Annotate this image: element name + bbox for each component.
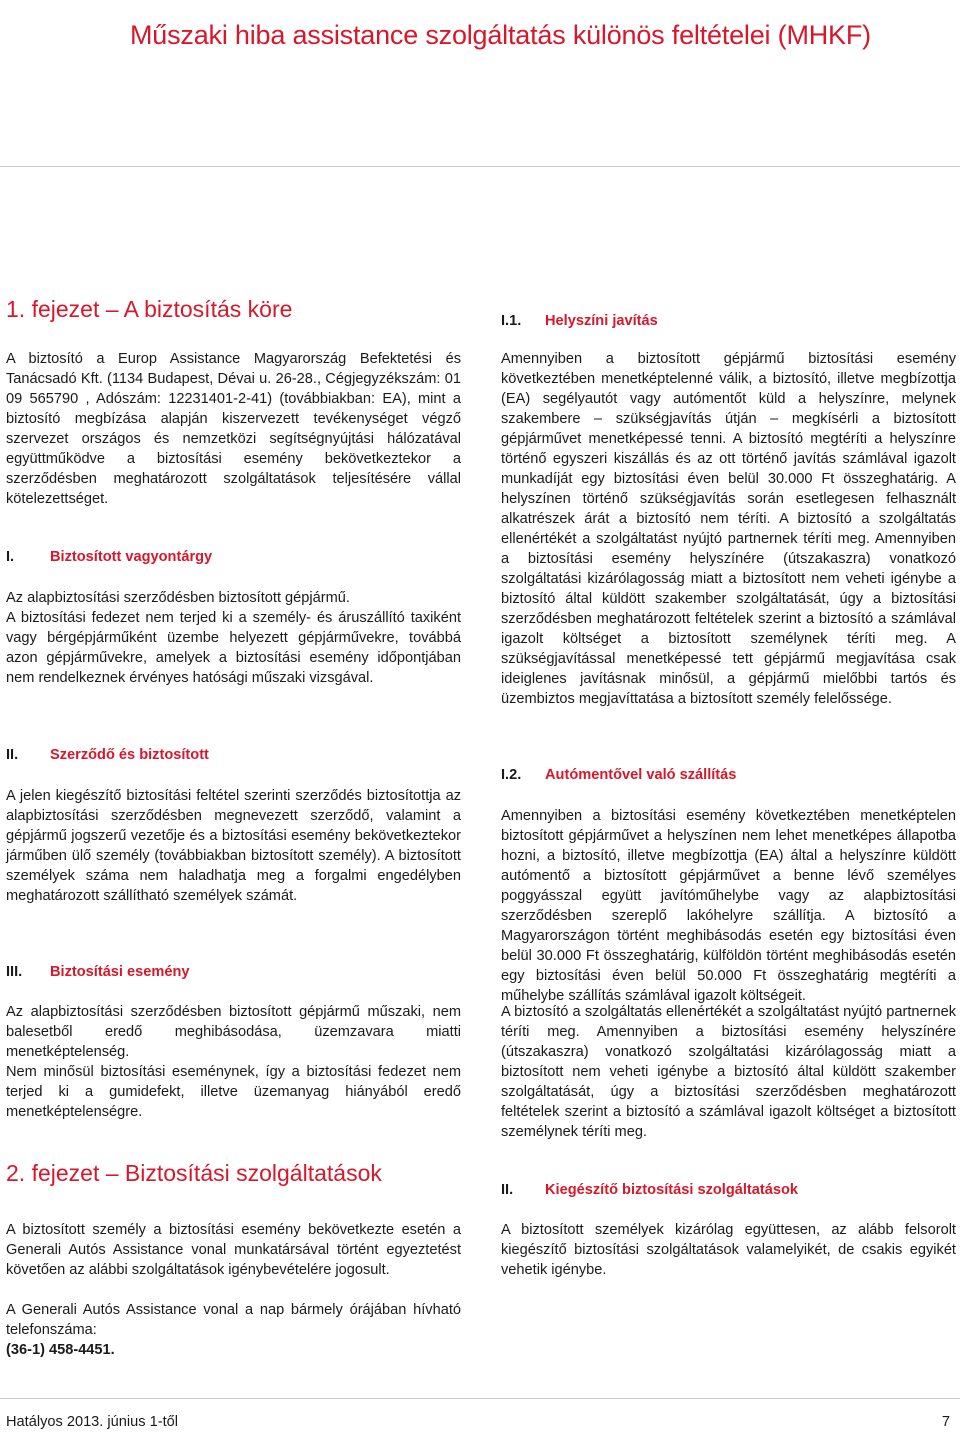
header-divider — [0, 166, 960, 167]
section-3-paragraph-2: Nem minősül biztosítási eseménynek, így a biztosítási fedezet nem terjed ki a gumidefekt, illetve üzemanyag hiányából eredő menetképtelenségre. — [6, 1064, 461, 1120]
section-number: I.1. — [501, 313, 522, 329]
chapter-2-heading: 2. fejezet – Biztosítási szolgáltatások — [6, 1160, 382, 1186]
section-number: I.2. — [501, 767, 522, 783]
section-title: Autómentővel való szállítás — [545, 767, 737, 783]
section-title: Biztosított vagyontárgy — [50, 549, 213, 565]
page-number: 7 — [941, 1414, 950, 1430]
assistance-phone-number: (36-1) 458-4451. — [6, 1342, 115, 1358]
section-i2-paragraph-1: Amennyiben a biztosítási esemény következtében menetképtelen biztosított gépjárművet a helyszínen nem lehet menetképes állapotba hozni, a biztosító, illetve megbízottja (EA) által a helyszínre küldött autómentő a biztosított gépjárművet a benne lévő személyes poggyásszal együtt javítóműhelybe vagy az alapbiztosítási szerződésben szereplő lakóhelyre szállítja. A biztosító a Magyarországon történt meghibásodás esetén egy biztosítási éven belül 30.000 Ft összeghatárig, külföldön történt meghibásodás esetén egy biztosítási éven belül 50.000 Ft összeghatárig megtéríti a műhelybe szállítás számlával igazolt költségeit. — [501, 808, 956, 1004]
section-2-heading — [6, 745, 209, 765]
intro-paragraph: A biztosító a Europ Assistance Magyarország Befektetési és Tanácsadó Kft. (1134 Budapest, Dévai u. 26-28., Cégjegyzékszám: 01 09 565790 , Adószám: 12231401-2-41) (továbbiakban: EA), mint a biztosító megbízása alapján kiszervezett tevékenységet végző szervezet országos és nemzetközi segítségnyújtási hálózatával együttműködve a biztosítási esemény bekövetkeztekor a szerződésben meghatározott szolgáltatások teljesítésére vállal kötelezettséget. — [6, 351, 461, 507]
chapter-2-paragraph-2: A Generali Autós Assistance vonal a nap bármely órájában hívható telefonszáma: — [6, 1302, 461, 1338]
section-title: Kiegészítő biztosítási szolgáltatások — [545, 1182, 799, 1198]
section-number: III. — [6, 964, 23, 980]
section-1-heading — [6, 547, 212, 567]
section-title: Szerződő és biztosított — [50, 747, 209, 763]
section-1-paragraph-1: Az alapbiztosítási szerződésben biztosított gépjármű. — [6, 590, 350, 606]
section-number: II. — [501, 1182, 514, 1198]
section-title: Helyszíni javítás — [545, 313, 658, 329]
section-1-paragraph-2: A biztosítási fedezet nem terjed ki a személy- és áruszállító taxiként vagy bérgépjárműként üzembe helyezett gépjárművekre, továbbá azon gépjárművekre, amelyek a biztosítási esemény időpontjában nem rendelkeznek érvényes hatósági műszaki vizsgával. — [6, 610, 461, 686]
section-i2-heading — [501, 765, 736, 785]
effective-date: Hatályos 2013. június 1-től — [6, 1414, 178, 1430]
section-3-paragraph-1: Az alapbiztosítási szerződésben biztosított gépjármű műszaki, nem balesetből eredő meghibásodása, üzemzavara miatti menetképtelenség. — [6, 1004, 461, 1060]
section-ii-paragraph: A biztosított személyek kizárólag együttesen, az alább felsorolt kiegészítő biztosítási szolgáltatások valamelyikét, de csakis egyikét vehetik igénybe. — [501, 1222, 956, 1278]
document-title: Műszaki hiba assistance szolgáltatás különös feltételei (MHKF) — [130, 20, 871, 50]
chapter-2-paragraph-1: A biztosított személy a biztosítási esemény bekövetkezte esetén a Generali Autós Assistance vonal munkatársával történt egyeztetést követően az alábbi szolgáltatások igénybevételére jogosult. — [6, 1222, 461, 1278]
section-title: Biztosítási esemény — [50, 964, 190, 980]
section-i1-heading — [501, 311, 658, 331]
section-number: I. — [6, 549, 15, 565]
section-2-paragraph: A jelen kiegészítő biztosítási feltétel szerinti szerződés biztosítottja az alapbiztosítási szerződésben megnevezett szerződő, valamint a gépjármű jogszerű vezetője és a biztosítási esemény bekövetkeztekor járműben ülő személy (továbbiakban biztosított személy). A biztosított személyek száma nem haladhatja meg a forgalmi engedélyben meghatározott szállítható személyek számát. — [6, 788, 461, 904]
section-3-heading — [6, 962, 190, 982]
section-i2-paragraph-2: A biztosító a szolgáltatás ellenértékét a szolgáltatást nyújtó partnernek téríti meg. Amennyiben a biztosítási esemény helyszínére (útszakaszra) vonatkozó szolgáltatási kizárólagosság miatt a biztosított nem veheti igénybe a biztosító által küldött szakember szolgáltatását, úgy a biztosítási szerződésben meghatározott feltételek szerint a biztosító a számlával igazolt költséget a biztosított személynek téríti meg. — [501, 1004, 956, 1140]
footer-divider — [0, 1398, 960, 1399]
section-number: II. — [6, 747, 19, 763]
chapter-1-heading: 1. fejezet – A biztosítás köre — [6, 296, 293, 322]
section-i1-paragraph: Amennyiben a biztosított gépjármű biztosítási esemény következtében menetképtelenné válik, a biztosító, illetve megbízottja (EA) segélyautót vagy autómentőt küld a helyszínre, melynek szakembere – szükségjavítás útján – megkísérli a biztosított gépjárművet menetképessé tenni. A biztosító megtéríti a helyszínre történő egyszeri kiszállás és az ott történő javítás számlával igazolt munkadíját egy biztosítási éven belül 30.000 Ft összeghatárig. A helyszínen történő szükségjavítás során esetlegesen felhasznált alkatrészek árát a biztosító nem téríti. A biztosító a szolgáltatás ellenértékét a szolgáltatást nyújtó partnernek téríti meg. Amennyiben a biztosítási esemény helyszínére (útszakaszra) vonatkozó szolgáltatási kizárólagosság miatt a biztosított nem veheti igénybe a biztosító által küldött szakember szolgáltatását, úgy a biztosítási szerződésben meghatározott feltételek szerint a biztosító a számlával igazolt költséget a biztosított személynek téríti meg. A szükségjavítással menetképessé tett gépjármű megjavítása csak ideiglenes javításnak minősül, a gépjármű mielőbbi tartós és üzembiztos megjavíttatása a biztosított személy felelőssége. — [501, 351, 956, 707]
section-ii-heading — [501, 1180, 798, 1200]
